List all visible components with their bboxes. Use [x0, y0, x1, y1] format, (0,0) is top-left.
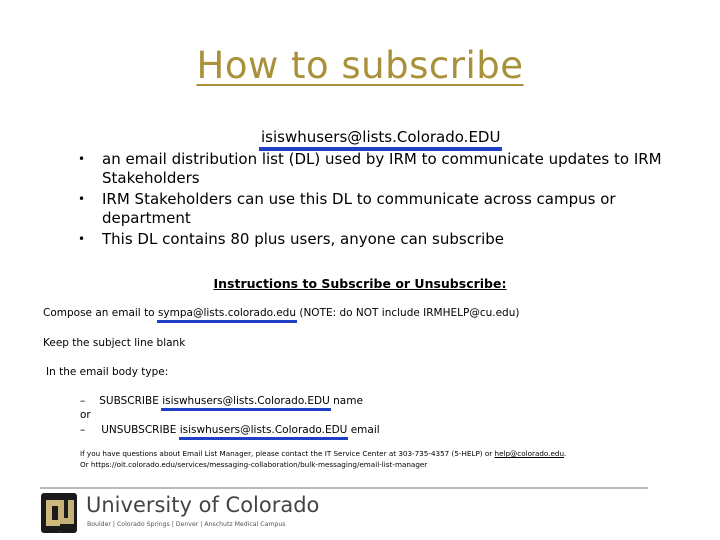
unsubscribe-command: – UNSUBSCRIBE isiswhusers@lists.Colorado.EDU email: [80, 424, 380, 436]
university-name: University of Colorado: [86, 493, 320, 517]
bullet-item: • an email distribution list (DL) used by IRM to communicate updates to IRM Stakeholders: [78, 150, 662, 187]
instructions-heading: Instructions to Subscribe or Unsubscribe:: [213, 276, 507, 291]
campus-list: Boulder | Colorado Springs | Denver | Anschutz Medical Campus: [87, 521, 286, 528]
unsubscribe-address-link[interactable]: isiswhusers@lists.Colorado.EDU: [180, 424, 348, 436]
footer-divider: [40, 487, 648, 489]
description-bullets: [78, 150, 668, 251]
bullet-dot-icon: •: [78, 152, 86, 166]
distribution-list-address[interactable]: [261, 128, 500, 146]
subscribe-address-link[interactable]: isiswhusers@lists.Colorado.EDU: [162, 395, 330, 407]
help-email-link[interactable]: help@colorado.edu: [494, 449, 565, 458]
bullet-item: • IRM Stakeholders can use this DL to communicate across campus or department: [78, 190, 616, 227]
footnote-url[interactable]: Or https://oit.colorado.edu/services/messaging-collaboration/bulk-messaging/email-list-manager: [80, 460, 428, 469]
bullet-dot-icon: •: [78, 232, 86, 246]
svg-text:CU: CU: [59, 532, 61, 533]
cu-logo-icon: [40, 492, 78, 534]
compose-instruction: Compose an email to sympa@lists.colorado.edu (NOTE: do NOT include IRMHELP@cu.edu): [43, 307, 519, 319]
distribution-list-address-text: isiswhusers@lists.Colorado.EDU: [261, 128, 501, 146]
body-instruction: In the email body type:: [46, 366, 169, 378]
link-underline: [179, 437, 349, 440]
page-title: How to subscribe: [196, 44, 524, 87]
sympa-address-link[interactable]: sympa@lists.colorado.edu: [158, 307, 296, 319]
link-underline: [157, 320, 297, 323]
footnote-contact: If you have questions about Email List Manager, please contact the IT Service Center at 303-735-4357 (5-HELP) or help@colorado.edu.: [80, 449, 567, 458]
bullet-item: • This DL contains 80 plus users, anyone can subscribe: [78, 230, 505, 248]
or-label: or: [80, 409, 91, 421]
subscribe-command: – SUBSCRIBE isiswhusers@lists.Colorado.EDU name: [80, 395, 363, 407]
subject-instruction: Keep the subject line blank: [43, 337, 186, 349]
link-underline: [161, 408, 331, 411]
bullet-dot-icon: •: [78, 192, 86, 206]
